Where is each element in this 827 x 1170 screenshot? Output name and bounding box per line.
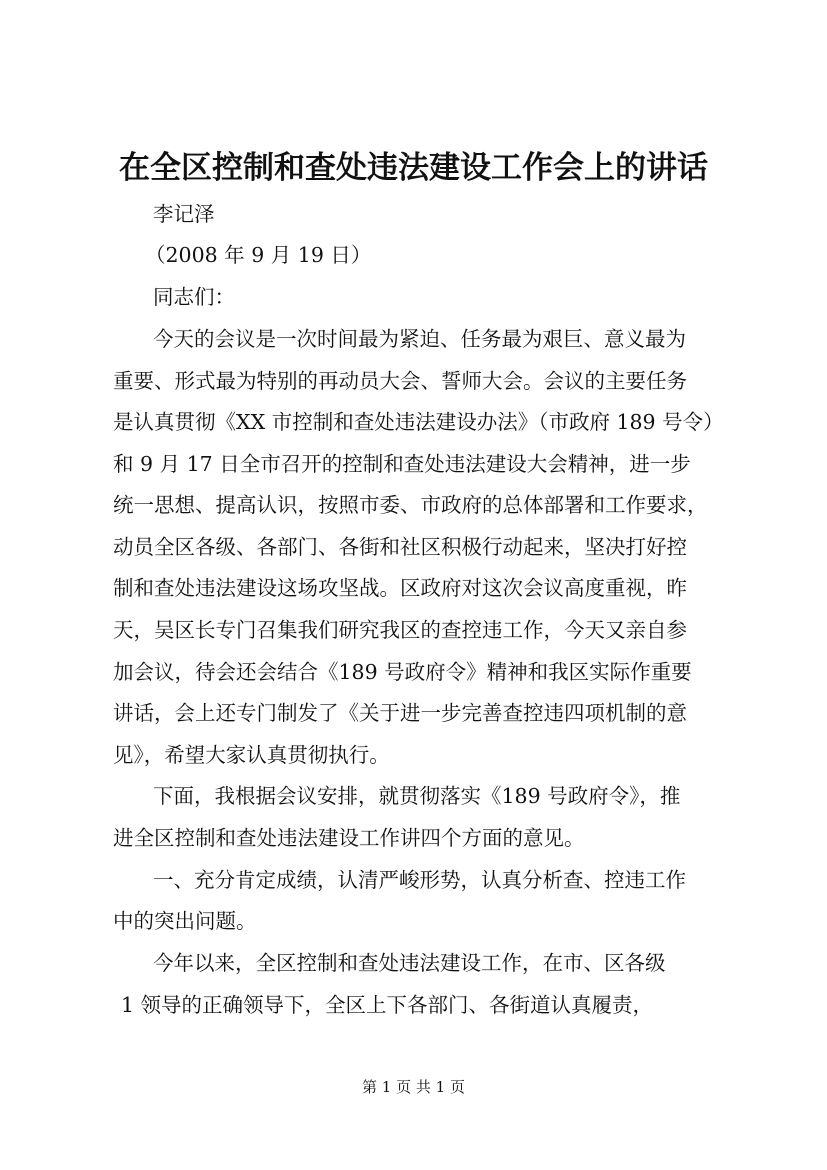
body-line: 见》，希望大家认真贯彻执行。 — [113, 743, 390, 767]
body-line: 今天的会议是一次时间最为紧迫、任务最为艰巨、意义最为 — [153, 327, 686, 351]
body-line: 下面，我根据会议安排，就贯彻落实《189 号政府令》，推 — [153, 784, 681, 808]
body-line: 制和查处违法建设这场攻坚战。区政府对这次会议高度重视，昨 — [113, 576, 687, 600]
body-line: 进全区控制和查处违法建设工作讲四个方面的意见。 — [113, 826, 585, 850]
body-line: 和 9 月 17 日全市召开的控制和查处违法建设大会精神，进一步 — [113, 452, 691, 476]
body-line: 统一思想、提高认识，按照市委、市政府的总体部署和工作要求， — [113, 493, 708, 517]
section-heading-line: 中的突出问题。 — [113, 909, 257, 933]
body-line: 天，吴区长专门召集我们研究我区的查控违工作，今天又亲自参 — [113, 618, 687, 642]
body-line: 是认真贯彻《XX 市控制和查处违法建设办法》（市政府 189 号令） — [113, 410, 724, 434]
date-line: （2008 年 9 月 19 日） — [145, 243, 372, 267]
body-line: 1 领导的正确领导下，全区上下各部门、各街道认真履责， — [121, 993, 654, 1017]
salutation-line: 同志们： — [153, 285, 235, 309]
body-line: 动员全区各级、各部门、各街和社区积极行动起来，坚决打好控 — [113, 535, 687, 559]
body-line: 今年以来，全区控制和查处违法建设工作，在市、区各级 — [153, 951, 666, 975]
document-title: 在全区控制和查处违法建设工作会上的讲话 — [119, 150, 708, 186]
section-heading-line: 一、充分肯定成绩，认清严峻形势，认真分析查、控违工作 — [153, 868, 686, 892]
page-footer: 第 1 页 共 1 页 — [362, 1078, 465, 1096]
body-line: 重要、形式最为特别的再动员大会、誓师大会。会议的主要任务 — [113, 369, 687, 393]
body-line: 讲话，会上还专门制发了《关于进一步完善查控违四项机制的意 — [113, 701, 687, 725]
author-line: 李记泽 — [153, 202, 215, 226]
body-line: 加会议，待会还会结合《189 号政府令》精神和我区实际作重要 — [113, 660, 692, 684]
